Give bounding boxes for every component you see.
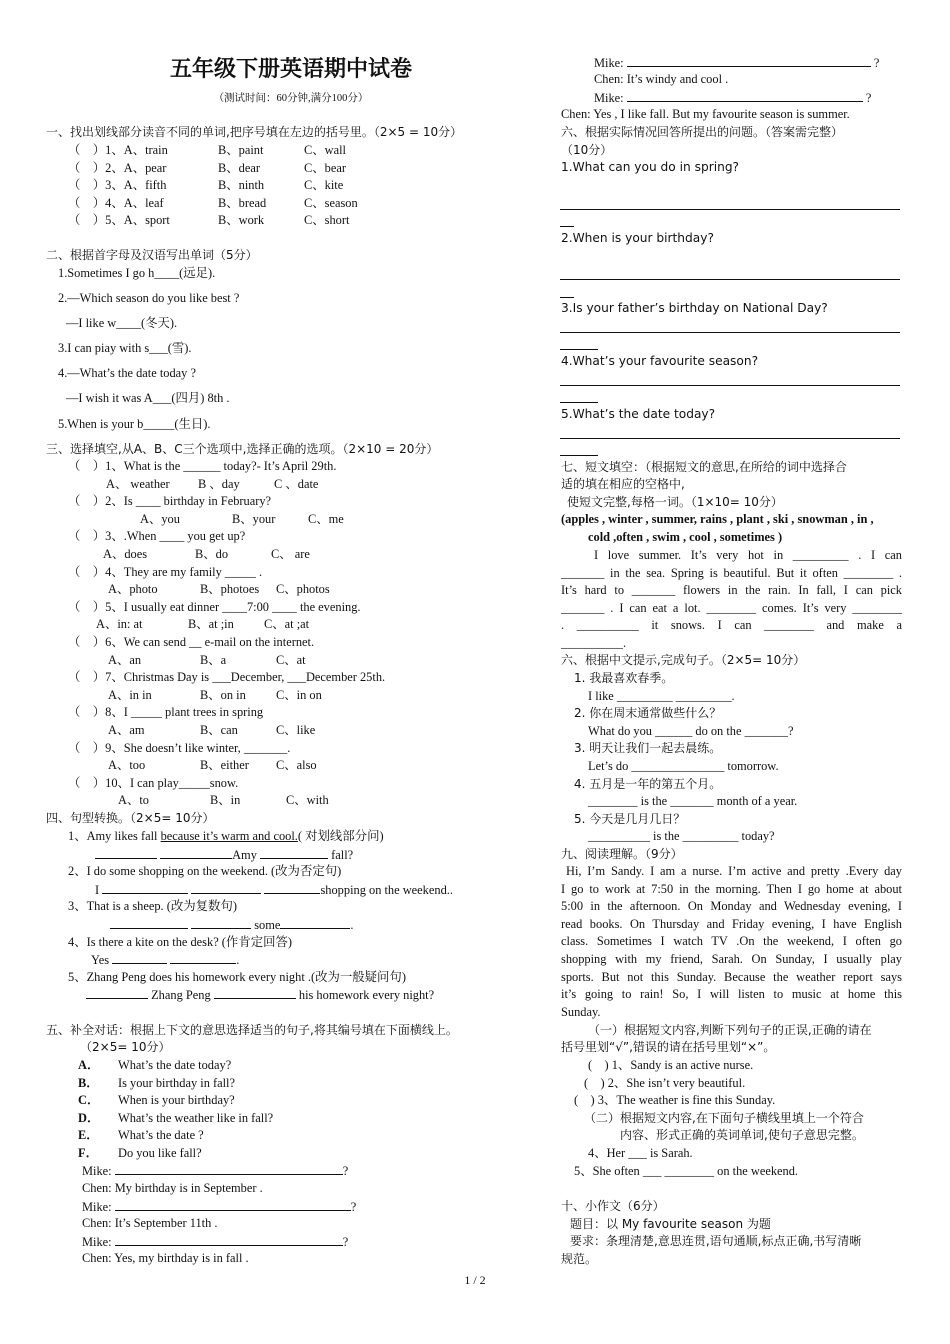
s5-mike: Mike: ? [82, 1235, 349, 1249]
s5-option-key: A． [78, 1058, 100, 1072]
s10-req: 要求：条理清楚,意思连贯,语句通顺,标点正确,书写清晰 [570, 1234, 862, 1248]
s5-chen: Chen: My birthday is in September . [82, 1181, 263, 1195]
s3-option-a: A、you [140, 511, 180, 526]
s5-option-text: Do you like fall? [118, 1146, 202, 1160]
page-number: 1 / 2 [464, 1273, 486, 1287]
answer-line[interactable] [560, 279, 900, 280]
s3-option-b: B、can [200, 723, 238, 737]
s5-speaker: Mike: [82, 1200, 112, 1214]
s3-option-c: C、also [276, 758, 317, 773]
section3-heading: 三、选择填空,从A、B、C三个选项中,选择正确的选项。（2×10 = 20分） [46, 442, 439, 456]
section7-heading: 七、短文填空：（根据短文的意思,在所给的词中选择合 [561, 460, 847, 474]
s3-option-a: A、to [118, 793, 149, 808]
s6-question: 3.Is your father’s birthday on National Day? [561, 301, 828, 315]
s3-option-c: C、at [276, 652, 306, 667]
s3-option-a: A、photo [108, 582, 158, 597]
s1-option-b: B、bread [218, 195, 267, 210]
s2-line: 4.—What’s the date today ? [58, 366, 196, 380]
s8-english: I like _________ _________. [588, 688, 735, 703]
s4-text: fall? [331, 848, 354, 862]
answer-line[interactable] [560, 385, 900, 386]
s9-passage-line: class. Sometimes I watch TV .On the weekend, I often go [561, 934, 902, 949]
section5-heading: 五、补全对话：根据上下文的意思选择适当的句子,将其编号填在下面横线上。 [46, 1023, 458, 1037]
s4-q1 [68, 829, 384, 844]
s9-part1: 括号里划“√”,错误的请在括号里划“×”。 [561, 1040, 776, 1054]
section7-heading: 适的填在相应的空格中, [561, 477, 685, 491]
s3-option-b: B、a [200, 652, 227, 667]
s8-english: ________ is the _______ month of a year. [588, 794, 798, 809]
s9-tf: ( ) 2、She isn’t very beautiful. [584, 1076, 746, 1090]
s3-option-a: A、does [103, 547, 148, 561]
s6-question: 2.When is your birthday? [561, 231, 714, 245]
s7-passage-line: _______ . I can eat a lot. ________ comes. It’s very ________ [561, 600, 902, 615]
s3-question: （ ）1、What is the ______ today?- It’s April 29th. [68, 459, 337, 473]
s8-chinese: 1. 我最喜欢春季。 [574, 671, 674, 685]
s4-q2: 2、I do some shopping on the weekend. (改为否定句) [68, 864, 342, 878]
section8-heading: 六、根据中文提示,完成句子。（2×5= 10分） [561, 653, 806, 667]
section1-heading: 一、找出划线部分读音不同的单词,把序号填在左边的括号里。（2×5 = 10分） [46, 125, 463, 139]
s1-option-c: C、wall [304, 143, 346, 157]
s3-option-a: A、 weather [106, 476, 170, 491]
s3-option-b: B、do [195, 547, 229, 561]
s5-speaker: Mike: [82, 1235, 112, 1249]
s7-passage-line: . __________ it snows. I can ________ and make a [561, 618, 902, 633]
s3-option-b: B、at ;in [188, 617, 234, 632]
s4-text: some [254, 918, 281, 932]
s5-option-key: D． [78, 1110, 100, 1125]
s8-english: Let’s do _______________ tomorrow. [588, 759, 779, 773]
s3-option-b: B、either [200, 758, 249, 773]
s3-question: （ ）5、I usually eat dinner ____7:00 ____ the evening. [68, 599, 361, 614]
answer-line[interactable] [560, 438, 900, 439]
s9-fill: 5、She often ___ ________ on the weekend. [574, 1164, 799, 1178]
s5-option-key: B． [78, 1075, 99, 1090]
s9-passage-line: sports. But not this Sunday. Because the weather report says [561, 969, 902, 984]
s3-option-c: C、in on [276, 687, 322, 702]
answer-line[interactable] [560, 402, 598, 403]
s1-option-a: （ ）5、A、sport [68, 213, 170, 228]
s4-q1-underlined: because it’s warm and cool. [160, 829, 298, 843]
s5-mike: Mike: ? [594, 56, 880, 70]
s8-english: __________ is the _________ today? [588, 829, 775, 844]
s3-option-b: B、your [232, 511, 276, 526]
s7-passage-line: It’s hard to _______ flowers in the rain. In fall, I can pick [561, 583, 902, 598]
s3-option-b: B 、day [198, 476, 240, 491]
s9-part2: 内容、形式正确的英词单词,使句子意思完整。 [620, 1128, 864, 1142]
s5-option-text: When is your birthday? [118, 1093, 235, 1108]
s2-line: —I like w____(冬天). [66, 316, 178, 330]
s2-line: 3.I can piay with s___(雪). [58, 341, 192, 355]
s5-chen: Chen: Yes, my birthday is in fall . [82, 1251, 249, 1265]
s5-option-key: F． [78, 1146, 98, 1160]
s2-line: 5.When is your b_____(生日). [58, 417, 211, 431]
s4-q4-answer: Yes . [91, 953, 240, 967]
s3-option-c: C、photos [276, 582, 330, 597]
s1-option-c: C、season [304, 195, 358, 210]
s5-mike: Mike: ? [594, 91, 872, 105]
s7-wordbank: cold ,often , swim , cool , sometimes ) [588, 530, 783, 544]
s4-q3: 3、That is a sheep. (改为复数句) [68, 899, 237, 913]
s3-option-c: C、me [308, 511, 344, 526]
s9-fill: 4、Her ___ is Sarah. [588, 1146, 693, 1160]
s3-option-b: B、on in [200, 687, 246, 702]
s9-tf: ( ) 3、The weather is fine this Sunday. [574, 1093, 776, 1107]
s1-option-b: B、paint [218, 143, 264, 157]
s5-chen: Chen: It’s September 11th . [82, 1216, 218, 1230]
s3-option-a: A、in: at [96, 617, 143, 632]
s5-mike: Mike: ? [82, 1164, 349, 1178]
s2-line: 2.—Which season do you like best ? [58, 291, 240, 305]
section6-heading: 六、根据实际情况回答所提出的问题。（答案需完整） [561, 125, 844, 139]
s3-option-a: A、too [108, 758, 146, 773]
s4-q5-answer [86, 987, 434, 1003]
section7-heading: 使短文完整,每格一词。（1×10= 10分） [567, 495, 783, 509]
section9-heading: 九、阅读理解。（9分） [561, 847, 683, 861]
s3-option-c: C、 are [271, 547, 310, 561]
s10-req: 规范。 [561, 1252, 598, 1266]
s3-option-c: C、like [276, 723, 316, 737]
s4-q2-answer [95, 882, 453, 898]
s3-question: （ ）9、She doesn’t like winter, _______. [68, 740, 291, 755]
s3-question: （ ）6、We can send __ e-mail on the internet. [68, 635, 315, 649]
s9-passage-line: it’s going to rain! So, I will listen to music at home this [561, 987, 902, 1002]
s5-option-text: Is your birthday in fall? [118, 1075, 235, 1090]
s4-text: I [95, 883, 100, 897]
s8-chinese: 3. 明天让我们一起去晨练。 [574, 741, 722, 756]
s9-passage-line: Sunday. [561, 1004, 601, 1019]
s10-topic: 题目：以 My favourite season 为题 [570, 1217, 771, 1231]
s4-q4: 4、Is there a kite on the desk? (作肯定回答) [68, 935, 293, 949]
s2-line: —I wish it was A___(四月) 8th . [66, 391, 230, 405]
s1-option-a: （ ）3、A、fifth [68, 178, 167, 193]
answer-line[interactable] [560, 332, 900, 333]
section6-score: （10分） [561, 143, 613, 157]
s3-option-a: A、am [108, 723, 145, 737]
s8-chinese: 4. 五月是一年的第五个月。 [574, 776, 722, 791]
s3-question: （ ）10、I can play_____snow. [68, 775, 239, 790]
s8-chinese: 2. 你在周末通常做些什么？ [574, 706, 722, 721]
s7-passage-line: I love summer. It’s very hot in _________ . I can [594, 548, 902, 562]
s5-option-text: What’s the weather like in fall? [118, 1110, 274, 1125]
s9-passage-line: I go to work at 7:50 in the morning. Then I go home at about [561, 881, 902, 896]
s3-option-a: A、in in [108, 687, 152, 702]
s3-option-b: B、photoes [200, 582, 260, 597]
s5-option-text: What’s the date ? [118, 1128, 204, 1143]
answer-line[interactable] [560, 297, 574, 298]
s4-q1-instruction: ( 对划线部分问) [297, 829, 384, 843]
s4-text: Zhang Peng [151, 988, 211, 1002]
s4-q1-answer [95, 847, 353, 863]
s2-line: 1.Sometimes I go h____(远足). [58, 266, 216, 280]
section2-heading: 二、根据首字母及汉语写出单词（5分） [46, 248, 258, 262]
s3-option-c: C、at ;at [264, 617, 310, 632]
s7-wordbank: (apples , winter , summer, rains , plant , ski , snowman , in , [561, 512, 874, 526]
s3-question: （ ）7、Christmas Day is ___December, ___December 25th. [68, 670, 386, 685]
page-title: 五年级下册英语期中试卷 [169, 57, 412, 82]
s9-passage-line: 5:00 in the afternoon. On Monday and Wednesday evening, I [561, 899, 902, 914]
s5-speaker: Mike: [594, 91, 624, 105]
s3-question: （ ）8、I _____ plant trees in spring [68, 705, 264, 720]
s4-q3-answer: some . [110, 917, 353, 933]
s4-text: Yes [91, 953, 110, 967]
answer-line[interactable] [560, 455, 598, 456]
section4-heading: 四、句型转换。（2×5= 10分） [46, 811, 215, 825]
s1-option-c: C、kite [304, 178, 344, 193]
s5-mike: Mike: ? [82, 1200, 357, 1214]
s3-question: （ ）3、.When ____ you get up? [68, 529, 246, 544]
s9-part1: （一）根据短文内容,判断下列句子的正误,正确的请在 [588, 1023, 872, 1037]
s9-passage-line: shopping with my friend, Sarah. On Sunday, I usually play [561, 952, 902, 966]
s4-q1-text: 1、Amy likes fall [68, 829, 158, 843]
s4-text: his homework every night? [298, 988, 435, 1002]
s1-option-b: B、work [218, 213, 265, 228]
s6-question: 5.What’s the date today? [561, 407, 716, 421]
s5-chen: Chen: It’s windy and cool . [594, 72, 729, 86]
s3-option-c: C 、date [274, 476, 319, 491]
s3-option-b: B、in [210, 793, 241, 808]
s4-text: shopping on the weekend.. [320, 883, 453, 897]
s5-speaker: Mike: [82, 1164, 112, 1178]
s9-passage-line: Hi, I’m Sandy. I am a nurse. I’m active and pretty .Every day [566, 864, 902, 878]
s9-part2: （二）根据短文内容,在下面句子横线里填上一个符合 [584, 1111, 864, 1125]
s1-option-b: B、dear [218, 160, 260, 175]
s5-option-key: C． [78, 1093, 100, 1108]
s7-passage-line: __________. [561, 636, 627, 650]
s9-tf: ( ) 1、Sandy is an active nurse. [588, 1058, 754, 1072]
s6-question: 4.What’s your favourite season? [561, 354, 759, 368]
answer-line[interactable] [560, 226, 574, 227]
s3-question: （ ）4、They are my family _____ . [68, 564, 263, 579]
s7-passage-line: _______ in the sea. Spring is beautiful. But it often ________ . [561, 565, 902, 580]
s3-option-a: A、an [108, 652, 142, 667]
s4-text: Amy [232, 848, 257, 862]
s1-option-a: （ ）2、A、pear [68, 160, 167, 175]
s1-option-c: C、bear [304, 160, 346, 175]
answer-line[interactable] [560, 349, 598, 350]
s8-chinese: 5. 今天是几月几日？ [574, 811, 686, 826]
s9-passage-line: read books. On Thursday and Friday evening, I have English [561, 916, 902, 931]
section5-score: （2×5= 10分） [80, 1040, 171, 1054]
s8-english: What do you ______ do on the _______? [588, 723, 794, 738]
section10-heading: 十、小作文（6分） [561, 1199, 665, 1213]
page-subtitle: （测试时间：60分钟,满分100分） [213, 93, 369, 104]
s3-option-c: C、with [286, 793, 329, 808]
answer-line[interactable] [560, 209, 900, 210]
s5-speaker: Mike: [594, 56, 624, 70]
s1-option-c: C、short [304, 213, 350, 228]
s5-option-key: E． [78, 1128, 99, 1143]
s5-chen: Chen: Yes , I like fall. But my favourite season is summer. [561, 107, 850, 121]
s5-option-text: What’s the date today? [118, 1058, 232, 1072]
s4-q5: 5、Zhang Peng does his homework every night .(改为一般疑问句) [68, 970, 406, 984]
s3-question: （ ）2、Is ____ birthday in February? [68, 494, 272, 509]
s1-option-a: （ ）1、A、train [68, 143, 168, 157]
s6-question: 1.What can you do in spring? [561, 160, 740, 174]
s1-option-a: （ ）4、A、leaf [68, 195, 164, 210]
s1-option-b: B、ninth [218, 178, 265, 193]
